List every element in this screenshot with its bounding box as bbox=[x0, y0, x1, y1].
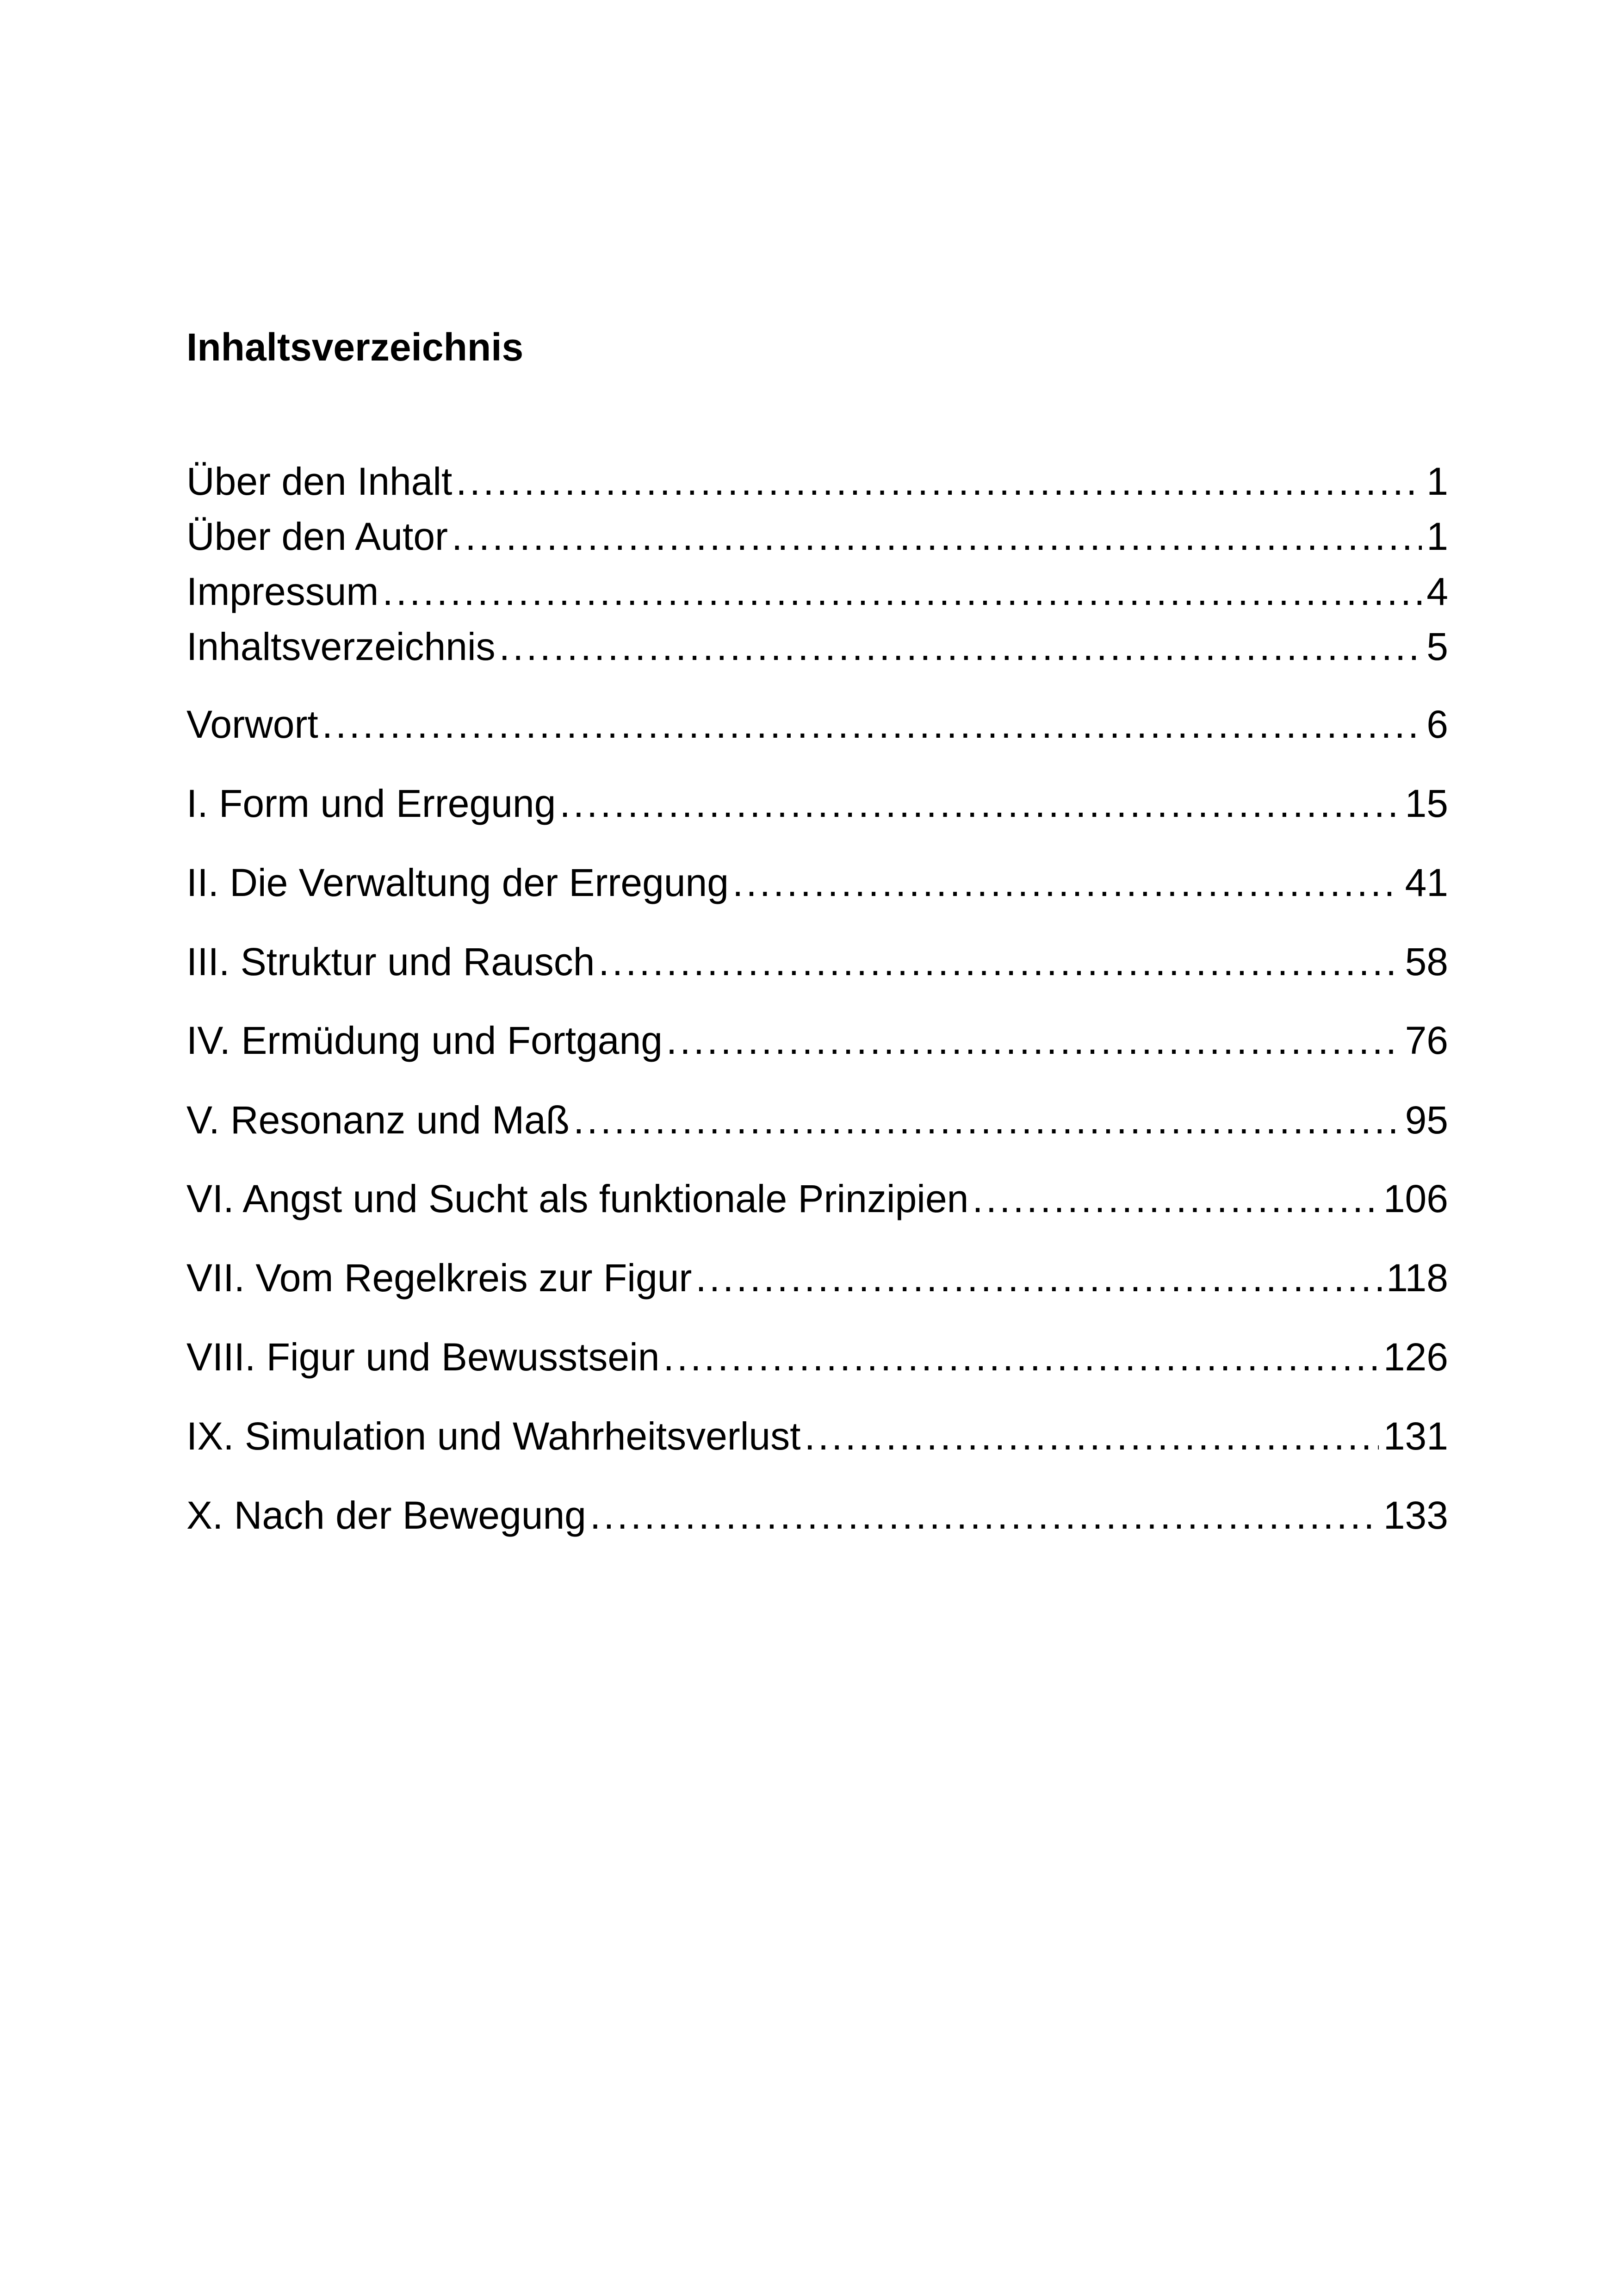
toc-dot-leader bbox=[666, 1015, 1401, 1066]
toc-entry-label: III. Struktur und Rausch bbox=[186, 940, 595, 983]
toc-entry bbox=[186, 1252, 1448, 1303]
toc-entry bbox=[186, 511, 1448, 562]
toc-entry bbox=[186, 778, 1448, 829]
toc-entry-page: 41 bbox=[1405, 861, 1448, 904]
toc-entry-page: 76 bbox=[1405, 1019, 1448, 1062]
toc-dot-leader bbox=[804, 1411, 1378, 1462]
toc-entry bbox=[186, 1095, 1448, 1145]
toc-entry bbox=[186, 1332, 1448, 1382]
toc-entry-page: 106 bbox=[1383, 1177, 1448, 1220]
toc-entry bbox=[186, 566, 1448, 617]
toc-dot-leader bbox=[559, 778, 1400, 829]
toc-entry-label: VII. Vom Regelkreis zur Figur bbox=[186, 1256, 692, 1300]
toc-entry-label: VIII. Figur und Bewusstsein bbox=[186, 1335, 660, 1379]
toc-entry bbox=[186, 1173, 1448, 1224]
toc-entry-page: 5 bbox=[1426, 625, 1448, 668]
toc-dot-leader bbox=[972, 1173, 1378, 1224]
toc-entry-label: Inhaltsverzeichnis bbox=[186, 625, 496, 668]
toc-entry bbox=[186, 456, 1448, 507]
toc-entry-label: IX. Simulation und Wahrheitsverlust bbox=[186, 1414, 801, 1458]
toc-entry-label: X. Nach der Bewegung bbox=[186, 1493, 586, 1537]
toc-entry bbox=[186, 936, 1448, 987]
toc-dot-leader bbox=[590, 1490, 1379, 1541]
toc-entry-page: 131 bbox=[1383, 1414, 1448, 1458]
toc-entry-page: 118 bbox=[1386, 1256, 1448, 1300]
toc-entry bbox=[186, 621, 1448, 672]
toc-entry-label: Über den Inhalt bbox=[186, 460, 453, 503]
toc-entry-page: 126 bbox=[1383, 1335, 1448, 1379]
toc-entry-label: V. Resonanz und Maß bbox=[186, 1098, 570, 1142]
toc-dot-leader bbox=[663, 1332, 1378, 1382]
toc-entry-label: Impressum bbox=[186, 570, 379, 613]
toc-entry-label: I. Form und Erregung bbox=[186, 782, 556, 825]
toc-entry-page: 4 bbox=[1426, 570, 1448, 613]
toc-entry-page: 6 bbox=[1426, 703, 1448, 746]
toc-entry bbox=[186, 857, 1448, 908]
toc-dot-leader bbox=[452, 511, 1422, 562]
toc-entry bbox=[186, 1015, 1448, 1066]
toc-entry bbox=[186, 1411, 1448, 1462]
page-title: Inhaltsverzeichnis bbox=[186, 325, 524, 369]
toc-entry-page: 133 bbox=[1383, 1493, 1448, 1537]
toc-entry-page: 58 bbox=[1405, 940, 1448, 983]
toc-entry-page: 1 bbox=[1426, 515, 1448, 558]
toc-entry-label: IV. Ermüdung und Fortgang bbox=[186, 1019, 663, 1062]
toc-entry-label: II. Die Verwaltung der Erregung bbox=[186, 861, 729, 904]
toc-entry-page: 95 bbox=[1405, 1098, 1448, 1142]
toc-entry bbox=[186, 1490, 1448, 1541]
toc-dot-leader bbox=[382, 566, 1422, 617]
toc-dot-leader bbox=[598, 936, 1400, 987]
toc-entry bbox=[186, 699, 1448, 750]
toc-entry-label: VI. Angst und Sucht als funktionale Prinzipien bbox=[186, 1177, 969, 1220]
toc-dot-leader bbox=[573, 1095, 1400, 1145]
toc-dot-leader bbox=[695, 1252, 1382, 1303]
toc-dot-leader bbox=[456, 456, 1422, 507]
toc-entry-label: Über den Autor bbox=[186, 515, 448, 558]
toc-entry-page: 15 bbox=[1405, 782, 1448, 825]
toc-entry-label: Vorwort bbox=[186, 703, 318, 746]
toc-dot-leader bbox=[499, 621, 1422, 672]
toc-entry-page: 1 bbox=[1426, 460, 1448, 503]
toc-dot-leader bbox=[322, 699, 1422, 750]
toc-dot-leader bbox=[732, 857, 1401, 908]
